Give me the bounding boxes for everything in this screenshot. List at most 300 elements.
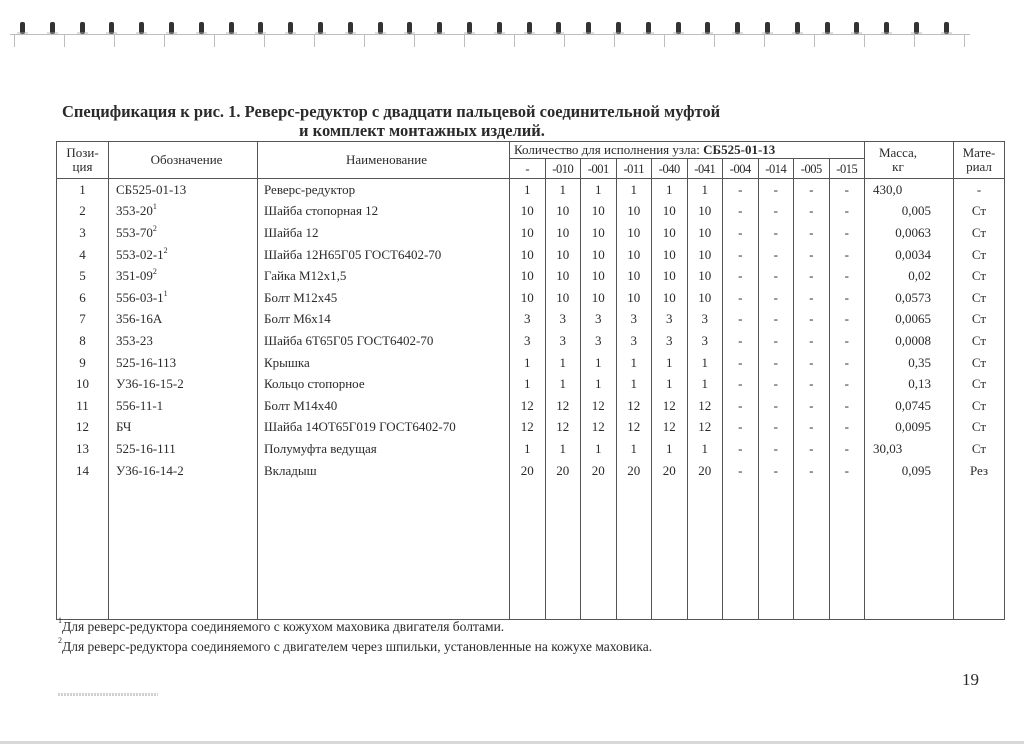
specification-table [56,141,1005,620]
footnote-text: Для реверс-редуктора соединяемого с кожухом маховика двигателя болтами. [62,619,505,634]
binding-ring-icon [795,22,800,34]
cell-quantity: - [829,222,865,244]
blank-cell [829,481,865,620]
cell-mass: 0,35 [865,352,954,374]
cell-name: Полумуфта ведущая [258,438,510,460]
header-designation: Обозначение [109,142,258,179]
table-row [57,417,1005,439]
table-row [57,287,1005,309]
cell-quantity: 20 [687,460,723,482]
cell-material: Ст [954,265,1005,287]
binding-ring-icon [735,22,740,34]
cell-quantity: - [794,438,830,460]
designation-text: СБ525-01-13 [116,181,187,197]
blank-cell [723,481,759,620]
footnote-mark: 1 [152,202,157,212]
cell-quantity: 10 [545,201,581,223]
cell-position: 13 [57,438,109,460]
cell-quantity: 10 [652,222,688,244]
binding-ring-icon [437,22,442,34]
table-row [57,201,1005,223]
header-variant: -011 [616,159,652,179]
cell-material: Ст [954,244,1005,266]
binding-ring-icon [258,22,263,34]
cell-quantity: - [794,460,830,482]
designation-text: 356-16А [116,311,163,327]
blank-cell [954,481,1005,620]
binding-tick [114,35,115,47]
binding-tick [814,35,815,47]
designation-text: 556-03-1 [116,289,164,305]
binding-tick [64,35,65,47]
cell-name: Шайба стопорная 12 [258,201,510,223]
header-variant: -040 [652,159,688,179]
cell-quantity: 1 [616,438,652,460]
cell-quantity: - [758,309,794,331]
binding-ring-icon [527,22,532,34]
designation-text: 353-23 [116,332,153,348]
header-position-line1: Пози- [66,145,99,160]
footnote [58,637,652,657]
cell-quantity: 12 [545,417,581,439]
cell-quantity: 1 [616,373,652,395]
cell-quantity: - [829,352,865,374]
cell-mass: 30,03 [865,438,954,460]
header-variant: -004 [723,159,759,179]
cell-quantity: - [829,395,865,417]
blank-cell [687,481,723,620]
cell-quantity: 12 [581,395,617,417]
binding-ring-icon [169,22,174,34]
binding-ring-icon [586,22,591,34]
document-code-strip [58,693,158,696]
cell-quantity: - [723,201,759,223]
table-row [57,438,1005,460]
cell-material: - [954,179,1005,201]
cell-position: 14 [57,460,109,482]
cell-quantity: 10 [581,222,617,244]
cell-quantity: 1 [510,352,546,374]
cell-quantity: - [829,244,865,266]
cell-quantity: 3 [652,309,688,331]
cell-quantity: 10 [581,201,617,223]
cell-material: Ст [954,417,1005,439]
cell-material: Ст [954,395,1005,417]
cell-quantity: 10 [616,201,652,223]
cell-position: 4 [57,244,109,266]
cell-quantity: 1 [687,438,723,460]
cell-quantity: 3 [652,330,688,352]
cell-quantity: 12 [616,395,652,417]
cell-quantity: - [723,438,759,460]
cell-position: 7 [57,309,109,331]
binding-tick [664,35,665,47]
cell-mass: 430,0 [865,179,954,201]
binding-tick [764,35,765,47]
binding-tick [164,35,165,47]
cell-quantity: - [794,287,830,309]
cell-quantity: 1 [687,179,723,201]
cell-mass: 0,13 [865,373,954,395]
cell-quantity: 10 [687,287,723,309]
binding-tick [864,35,865,47]
cell-quantity: 1 [652,179,688,201]
cell-quantity: 10 [652,201,688,223]
cell-position: 11 [57,395,109,417]
binding-ring-icon [467,22,472,34]
cell-quantity: 1 [616,352,652,374]
cell-quantity: - [794,352,830,374]
footnote-mark: 1 [163,288,168,298]
cell-quantity: 3 [687,330,723,352]
cell-quantity: 10 [687,244,723,266]
cell-quantity: 1 [510,179,546,201]
cell-name: Шайба 6Т65Г05 ГОСТ6402-70 [258,330,510,352]
binding-ring-icon [944,22,949,34]
cell-quantity: 1 [652,438,688,460]
cell-position: 9 [57,352,109,374]
table-body [57,179,1005,620]
cell-quantity: 10 [545,287,581,309]
blank-cell [510,481,546,620]
binding-ring-icon [407,22,412,34]
footnote-text: Для реверс-редуктора соединяемого с двигателем через шпильки, установленные на кожухе маховика. [62,639,653,654]
header-mass-line2: кг [892,159,904,174]
cell-quantity: - [829,330,865,352]
cell-quantity: 1 [581,373,617,395]
cell-designation [109,265,258,287]
cell-quantity: 1 [581,438,617,460]
cell-quantity: - [758,265,794,287]
binding-tick [314,35,315,47]
cell-quantity: 3 [581,309,617,331]
cell-quantity: - [829,417,865,439]
cell-quantity: 20 [545,460,581,482]
header-variant: -010 [545,159,581,179]
cell-quantity: - [723,417,759,439]
cell-quantity: 10 [616,287,652,309]
cell-quantity: 3 [545,309,581,331]
header-variant: -001 [581,159,617,179]
cell-quantity: - [829,265,865,287]
cell-quantity: - [829,201,865,223]
designation-text: 553-02-1 [116,246,164,262]
cell-mass: 0,095 [865,460,954,482]
cell-quantity: - [758,222,794,244]
cell-quantity: 10 [510,265,546,287]
header-variant: -005 [794,159,830,179]
footnote-number: 1 [58,616,62,625]
title-line-1: Спецификация к рис. 1. Реверс-редуктор с двадцати пальцевой соединительной муфтой [62,102,721,121]
cell-material: Ст [954,373,1005,395]
cell-name: Шайба 14ОТ65Г019 ГОСТ6402-70 [258,417,510,439]
binding-ring-icon [556,22,561,34]
cell-name: Шайба 12Н65Г05 ГОСТ6402-70 [258,244,510,266]
blank-cell [758,481,794,620]
binding-ring-icon [854,22,859,34]
binding-tick [464,35,465,47]
cell-designation [109,179,258,201]
cell-quantity: 10 [687,201,723,223]
header-name: Наименование [258,142,510,179]
cell-designation [109,395,258,417]
cell-designation [109,352,258,374]
cell-quantity: 1 [545,373,581,395]
designation-text: 525-16-111 [116,440,176,456]
page-number: 19 [962,670,979,689]
cell-quantity: - [794,395,830,417]
header-material-line2: риал [966,159,992,174]
cell-quantity: 12 [581,417,617,439]
cell-quantity: - [758,287,794,309]
cell-quantity: 10 [510,244,546,266]
header-variant: -041 [687,159,723,179]
cell-designation [109,244,258,266]
table-row [57,460,1005,482]
designation-text: У36-16-15-2 [116,376,184,392]
header-material-line1: Мате- [962,145,996,160]
cell-quantity: - [723,460,759,482]
binding-ring-icon [884,22,889,34]
binding-ring-icon [676,22,681,34]
blank-cell [109,481,258,620]
cell-designation [109,287,258,309]
spiral-binding [0,0,1024,60]
header-material [954,142,1005,179]
cell-name: Крышка [258,352,510,374]
cell-quantity: - [758,179,794,201]
cell-designation [109,222,258,244]
binding-edge-line [10,34,970,35]
binding-ring-icon [80,22,85,34]
blank-cell [57,481,109,620]
cell-position: 2 [57,201,109,223]
cell-quantity: - [794,222,830,244]
binding-tick [514,35,515,47]
cell-quantity: - [723,373,759,395]
cell-designation [109,460,258,482]
header-quantity [510,142,865,159]
header-variant: - [510,159,546,179]
cell-mass: 0,0034 [865,244,954,266]
binding-ring-icon [616,22,621,34]
cell-name: Шайба 12 [258,222,510,244]
cell-mass: 0,0095 [865,417,954,439]
cell-quantity: - [723,395,759,417]
header-variant: -014 [758,159,794,179]
cell-quantity: 10 [581,244,617,266]
binding-ring-icon [497,22,502,34]
footnote [58,617,652,637]
table-row [57,352,1005,374]
binding-ring-icon [109,22,114,34]
cell-position: 1 [57,179,109,201]
cell-quantity: 12 [545,395,581,417]
cell-quantity: - [794,417,830,439]
cell-mass: 0,02 [865,265,954,287]
cell-quantity: 10 [545,265,581,287]
cell-quantity: - [829,438,865,460]
cell-quantity: 10 [652,244,688,266]
cell-quantity: - [794,373,830,395]
cell-quantity: - [829,179,865,201]
cell-quantity: - [758,417,794,439]
cell-quantity: 10 [545,222,581,244]
binding-ring-icon [825,22,830,34]
cell-quantity: - [723,330,759,352]
cell-quantity: 3 [510,309,546,331]
blank-cell [616,481,652,620]
header-quantity-unit: СБ525-01-13 [703,142,776,157]
binding-tick [264,35,265,47]
cell-quantity: - [723,244,759,266]
binding-tick [964,35,965,47]
binding-ring-icon [288,22,293,34]
footnote-mark: 2 [152,267,157,277]
header-position-line2: ция [72,159,93,174]
cell-material: Ст [954,330,1005,352]
header-mass [865,142,954,179]
cell-quantity: - [758,373,794,395]
cell-quantity: 3 [616,330,652,352]
cell-quantity: 1 [510,438,546,460]
blank-cell [652,481,688,620]
blank-cell [545,481,581,620]
cell-material: Ст [954,309,1005,331]
cell-quantity: 20 [510,460,546,482]
table-row [57,309,1005,331]
cell-quantity: - [758,438,794,460]
cell-quantity: 12 [652,395,688,417]
binding-ring-icon [765,22,770,34]
cell-designation [109,438,258,460]
binding-tick [14,35,15,47]
cell-material: Ст [954,201,1005,223]
cell-quantity: 10 [510,201,546,223]
cell-quantity: - [758,244,794,266]
cell-quantity: 1 [687,352,723,374]
cell-quantity: - [723,287,759,309]
binding-ring-icon [50,22,55,34]
blank-cell [581,481,617,620]
cell-quantity: - [794,201,830,223]
binding-ring-icon [378,22,383,34]
designation-text: 353-20 [116,203,153,219]
binding-ring-icon [914,22,919,34]
binding-ring-icon [139,22,144,34]
cell-quantity: - [758,201,794,223]
cell-quantity: 10 [687,222,723,244]
cell-designation [109,373,258,395]
cell-position: 5 [57,265,109,287]
binding-ring-icon [229,22,234,34]
blank-cell [258,481,510,620]
designation-text: 556-11-1 [116,397,164,413]
header-mass-line1: Масса, [878,145,918,160]
table-row [57,395,1005,417]
table-row [57,244,1005,266]
footnotes [58,617,652,657]
blank-cell [865,481,954,620]
cell-position: 12 [57,417,109,439]
table-row [57,179,1005,201]
cell-material: Ст [954,222,1005,244]
designation-text: БЧ [116,419,132,435]
cell-quantity: 1 [545,438,581,460]
cell-quantity: 1 [652,352,688,374]
cell-position: 8 [57,330,109,352]
cell-designation [109,201,258,223]
cell-quantity: - [794,265,830,287]
cell-name: Вкладыш [258,460,510,482]
cell-designation [109,417,258,439]
cell-name: Реверс-редуктор [258,179,510,201]
cell-mass: 0,0065 [865,309,954,331]
cell-quantity: 10 [616,265,652,287]
header-variant: -015 [829,159,865,179]
cell-position: 10 [57,373,109,395]
binding-tick [914,35,915,47]
cell-quantity: 10 [510,222,546,244]
cell-quantity: 3 [510,330,546,352]
cell-quantity: 3 [687,309,723,331]
cell-mass: 0,0063 [865,222,954,244]
cell-position: 3 [57,222,109,244]
header-position [57,142,109,179]
footnote-number: 2 [58,636,62,645]
designation-text: 525-16-113 [116,354,177,370]
cell-quantity: - [758,330,794,352]
binding-ring-icon [348,22,353,34]
cell-quantity: 10 [581,287,617,309]
cell-name: Гайка М12х1,5 [258,265,510,287]
blank-cell [794,481,830,620]
cell-quantity: 10 [510,287,546,309]
cell-quantity: 12 [510,395,546,417]
cell-material: Ст [954,352,1005,374]
table-row [57,222,1005,244]
cell-quantity: 10 [581,265,617,287]
cell-quantity: 1 [545,179,581,201]
cell-quantity: - [758,460,794,482]
designation-text: У36-16-14-2 [116,462,184,478]
cell-quantity: 1 [510,373,546,395]
cell-quantity: - [794,244,830,266]
binding-tick [614,35,615,47]
cell-quantity: 3 [545,330,581,352]
cell-quantity: 1 [652,373,688,395]
cell-quantity: - [794,330,830,352]
cell-quantity: 10 [687,265,723,287]
cell-material: Рез [954,460,1005,482]
cell-quantity: 20 [581,460,617,482]
cell-mass: 0,0008 [865,330,954,352]
cell-quantity: - [829,373,865,395]
cell-quantity: 1 [581,352,617,374]
cell-quantity: - [794,309,830,331]
cell-mass: 0,0573 [865,287,954,309]
page-title [62,102,762,140]
cell-quantity: - [723,265,759,287]
binding-ring-icon [705,22,710,34]
designation-text: 351-09 [116,268,153,284]
cell-quantity: 3 [616,309,652,331]
binding-tick [214,35,215,47]
binding-tick [714,35,715,47]
cell-quantity: 12 [510,417,546,439]
cell-quantity: - [794,179,830,201]
cell-name: Болт М6х14 [258,309,510,331]
